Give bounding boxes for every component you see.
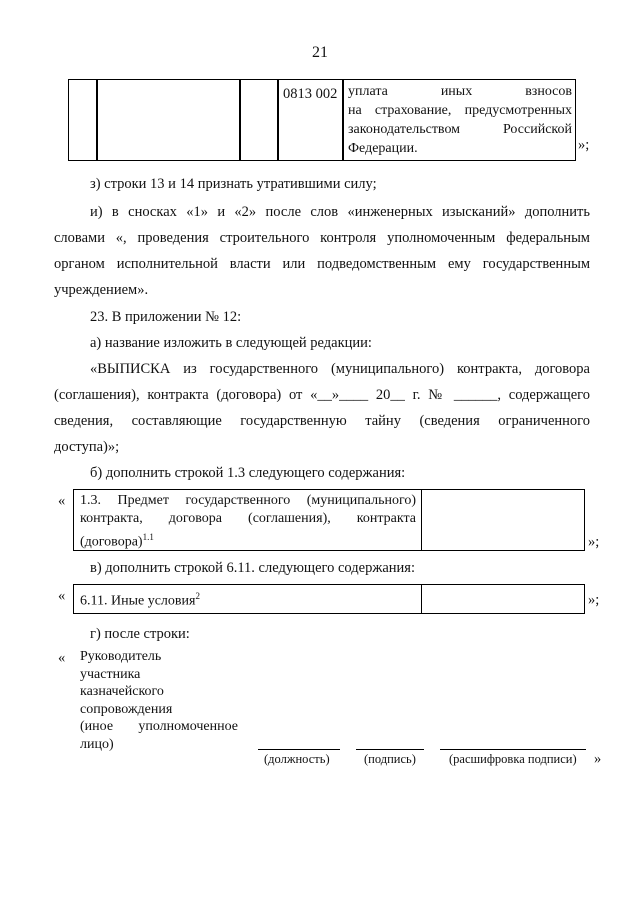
- table-close-quote: »;: [578, 137, 590, 153]
- row611-open-quote: «: [58, 588, 66, 604]
- position-label: (должность): [264, 752, 330, 766]
- page-number: 21: [312, 44, 328, 61]
- row611-close-quote: »;: [588, 592, 600, 608]
- row611-text: 6.11. Иные условия: [80, 593, 196, 609]
- item-i: [54, 199, 590, 303]
- footnote-ref: 1.1: [142, 532, 154, 542]
- item-z: з) строки 13 и 14 признать утратившими силу;: [90, 176, 377, 192]
- signature-label: (подпись): [364, 752, 416, 766]
- item-23: 23. В приложении № 12:: [90, 309, 242, 325]
- signature-role-line: Руководитель: [80, 649, 162, 664]
- name-line: [440, 749, 586, 750]
- row611-cell-text: [73, 584, 422, 614]
- table-cell-code: [277, 79, 344, 161]
- name-label: (расшифровка подписи): [449, 752, 577, 766]
- signature-role-line: лицо): [80, 736, 114, 752]
- title-line: сведения, составляющие государственную тайну (сведения ограниченного: [54, 413, 590, 429]
- signature-role-line: сопровождения: [80, 701, 173, 717]
- item-g: г) после строки:: [90, 626, 190, 642]
- footnote-ref: 2: [195, 591, 200, 601]
- row13-line: контракта, договора (соглашения), контракта: [80, 511, 416, 526]
- row13-close-quote: »;: [588, 534, 600, 550]
- table-cell-desc: [342, 79, 576, 161]
- row13-line: 1.3. Предмет государственного (муниципального): [80, 493, 416, 508]
- item-i-line: учреждением».: [54, 282, 149, 298]
- item-a: а) название изложить в следующей редакции:: [90, 335, 372, 351]
- item-i-line: органом исполнительной власти или подведомственным ему государственным: [54, 256, 590, 272]
- item-v: в) дополнить строкой 6.11. следующего содержания:: [90, 560, 415, 576]
- table-desc-line: законодательством Российской: [348, 122, 572, 137]
- new-title: [54, 356, 590, 460]
- row13-line: (договора): [80, 534, 143, 550]
- table-desc-line: Федерации.: [348, 141, 418, 156]
- item-b: б) дополнить строкой 1.3 следующего содержания:: [90, 465, 406, 481]
- table-desc-line: уплата иных взносов: [348, 84, 572, 99]
- signature-close-quote: »: [594, 751, 602, 767]
- signature-open-quote: «: [58, 650, 66, 666]
- table-cell-2: [96, 79, 241, 161]
- signature-role-line: (иное уполномоченное: [80, 719, 238, 734]
- item-i-line: и) в сносках «1» и «2» после слов «инженерных изысканий» дополнить: [90, 204, 590, 220]
- table-desc-line: на страхование, предусмотренных: [348, 103, 572, 118]
- title-line: «ВЫПИСКА из государственного (муниципального) контракта, договора: [90, 361, 590, 377]
- signature-role-line: казначейского: [80, 684, 164, 699]
- signature-role: [80, 648, 238, 753]
- item-i-line: словами «, проведения строительного контроля уполномоченным федеральным: [54, 230, 590, 246]
- table-cell-1: [68, 79, 98, 161]
- title-line: доступа)»;: [54, 439, 120, 455]
- table-code: 0813 002: [283, 86, 338, 102]
- row611-cell-value: [421, 584, 585, 614]
- row13-line-last: [80, 528, 416, 552]
- row13-cell-text: [73, 489, 422, 551]
- position-line: [258, 749, 340, 750]
- title-line: (соглашения), контракта (договора) от «__»____ 20__ г. № ______, содержащего: [54, 387, 590, 403]
- signature-line: [356, 749, 424, 750]
- signature-role-line: участника: [80, 666, 141, 682]
- row13-cell-value: [421, 489, 585, 551]
- table-cell-3: [239, 79, 279, 161]
- row13-open-quote: «: [58, 493, 66, 509]
